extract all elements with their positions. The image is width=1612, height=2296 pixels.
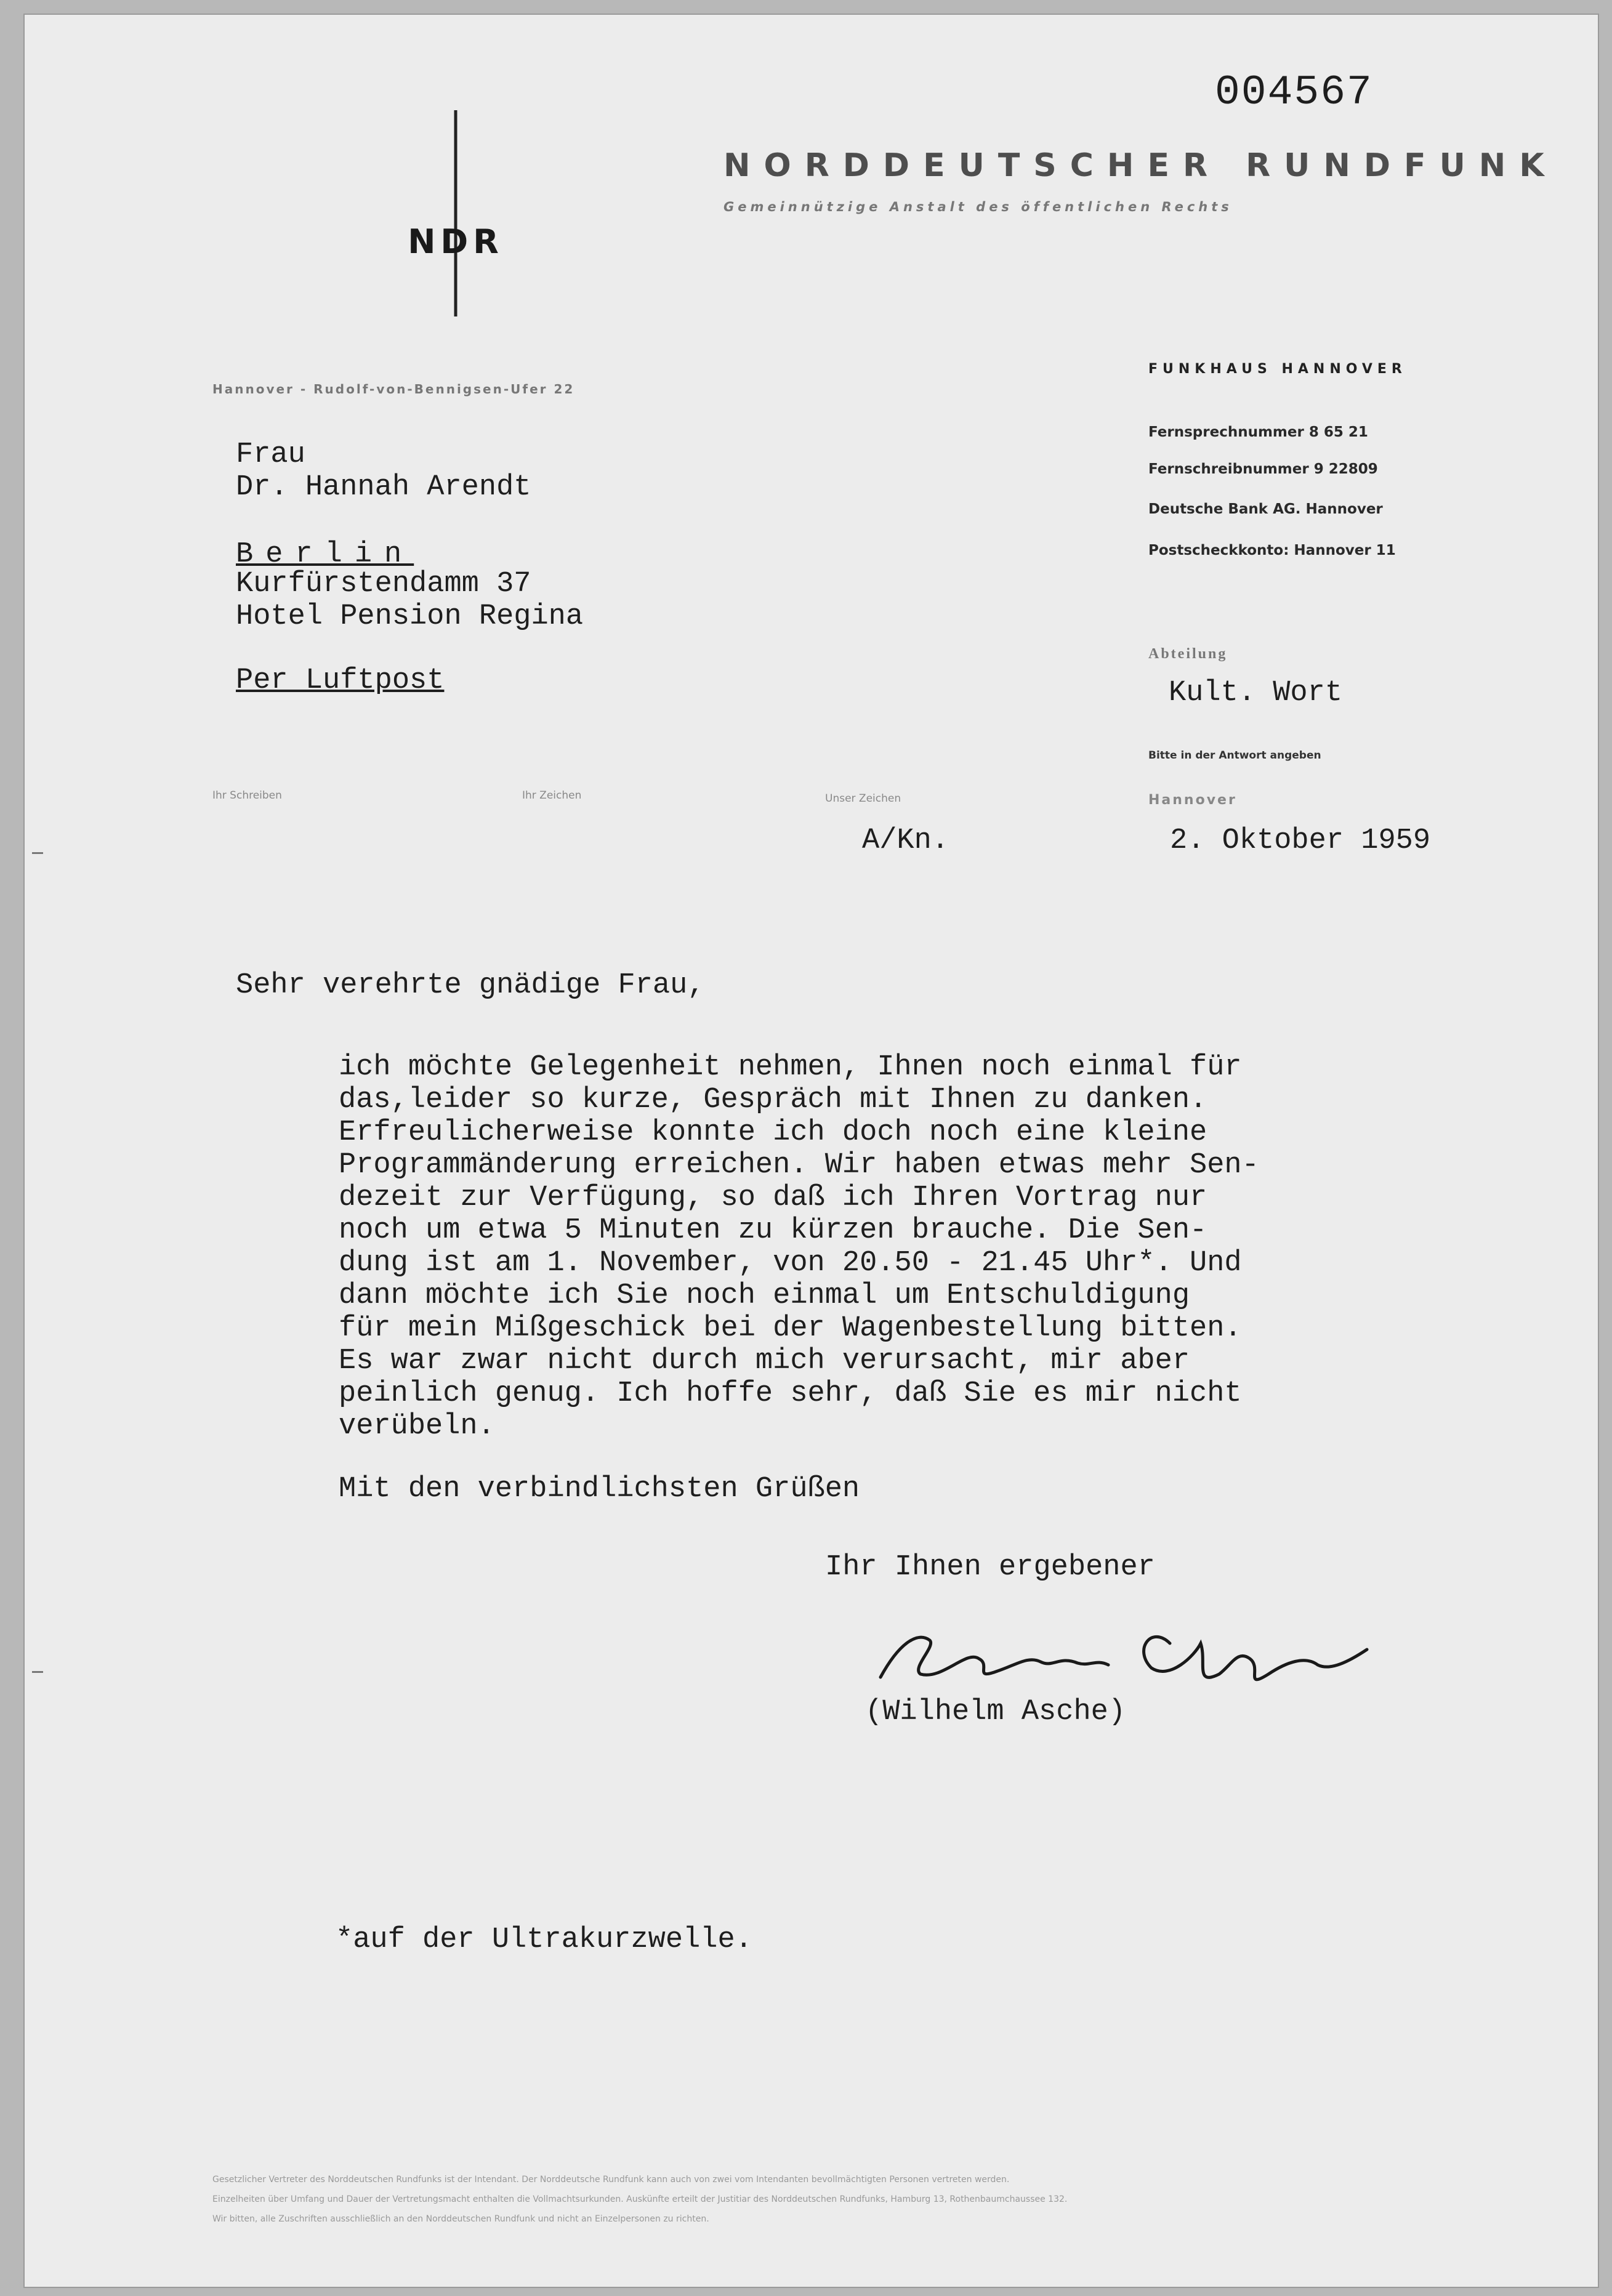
department-label: Abteilung — [1148, 646, 1228, 662]
department-value: Kult. Wort — [1169, 677, 1343, 709]
handwritten-signature — [874, 1606, 1392, 1693]
bank-info: Deutsche Bank AG. Hannover — [1148, 501, 1383, 517]
ref-your-letter-label: Ihr Schreiben — [212, 789, 282, 802]
signer-name: (Wilhelm Asche) — [865, 1696, 1126, 1728]
recipient-city: Berlin — [236, 538, 414, 571]
footer-line-3: Wir bitten, alle Zuschriften ausschließlich an den Norddeutschen Rundfunk und nicht an Einzelpersonen zu richten. — [212, 2214, 709, 2224]
phone-number: Fernsprechnummer 8 65 21 — [1148, 424, 1368, 440]
ndr-logo — [345, 110, 504, 320]
margin-mark — [32, 852, 43, 854]
ref-place-label: Hannover — [1148, 792, 1237, 808]
letter-sign-off: Ihr Ihnen ergebener — [825, 1551, 1155, 1584]
recipient-street: Kurfürstendamm 37 — [236, 568, 531, 600]
telex-number: Fernschreibnummer 9 22809 — [1148, 461, 1378, 477]
ref-your-reference-label: Ihr Zeichen — [522, 789, 582, 802]
department-note: Bitte in der Antwort angeben — [1148, 749, 1321, 762]
footer-line-2: Einzelheiten über Umfang und Dauer der Vertretungsmacht enthalten die Vollmachtsurkunden. Auskünfte erteilt der Justitiar des Norddeutschen Rundfunks, Hamburg 13, Rothenbaumchaussee 132. — [212, 2194, 1068, 2204]
letterhead-title: NORDDEUTSCHER RUNDFUNK — [723, 147, 1558, 184]
recipient-hotel: Hotel Pension Regina — [236, 600, 584, 633]
letter-salutation: Sehr verehrte gnädige Frau, — [236, 969, 705, 1002]
letter-date: 2. Oktober 1959 — [1170, 824, 1431, 857]
letterhead-subtitle: Gemeinnützige Anstalt des öffentlichen Rechts — [723, 199, 1233, 214]
letter-body: ich möchte Gelegenheit nehmen, Ihnen noch einmal für das,leider so kurze, Gespräch mit Ihnen zu danken. Erfreulicherweise konnte ich doch noch eine kleine Programmänderung erreichen. Wir haben etwas mehr Sen- dezeit zur Verfügung, so daß ich Ihren Vortrag nur noch um etwa 5 Minuten zu kürzen brauche. Die Sen- dung ist am 1. November, von 20.50 - 21.45 Uhr*. Und dann möchte ich Sie noch einmal um Entschuldigung für mein Mißgeschick bei der Wagenbestellung bitten. Es war zwar nicht durch mich verursacht, mir aber peinlich genug. Ich hoffe sehr, daß Sie es mir nicht verübeln. — [339, 1051, 1259, 1443]
recipient-name: Dr. Hannah Arendt — [236, 471, 531, 504]
our-reference-value: A/Kn. — [862, 824, 949, 857]
margin-mark — [32, 1671, 43, 1673]
letter-footnote: *auf der Ultrakurzwelle. — [336, 1923, 752, 1956]
letter-closing: Mit den verbindlichsten Grüßen — [339, 1473, 860, 1505]
delivery-method: Per Luftpost — [236, 664, 445, 697]
ndr-logo-text: NDR — [408, 222, 504, 261]
document-number: 004567 — [1215, 69, 1373, 116]
recipient-title: Frau — [236, 438, 305, 471]
ref-our-reference-label: Unser Zeichen — [825, 792, 901, 805]
postal-account: Postscheckkonto: Hannover 11 — [1148, 542, 1396, 558]
footer-line-1: Gesetzlicher Vertreter des Norddeutschen Rundfunks ist der Intendant. Der Norddeutsche Rundfunk kann auch von zwei vom Intendanten bevollmächtigten Personen vertreten werden. — [212, 2175, 1010, 2185]
sender-address: Hannover - Rudolf-von-Bennigsen-Ufer 22 — [212, 382, 575, 397]
legal-footer — [212, 2170, 1567, 2229]
letter-page — [25, 15, 1598, 2287]
funkhaus-heading: FUNKHAUS HANNOVER — [1148, 361, 1407, 377]
